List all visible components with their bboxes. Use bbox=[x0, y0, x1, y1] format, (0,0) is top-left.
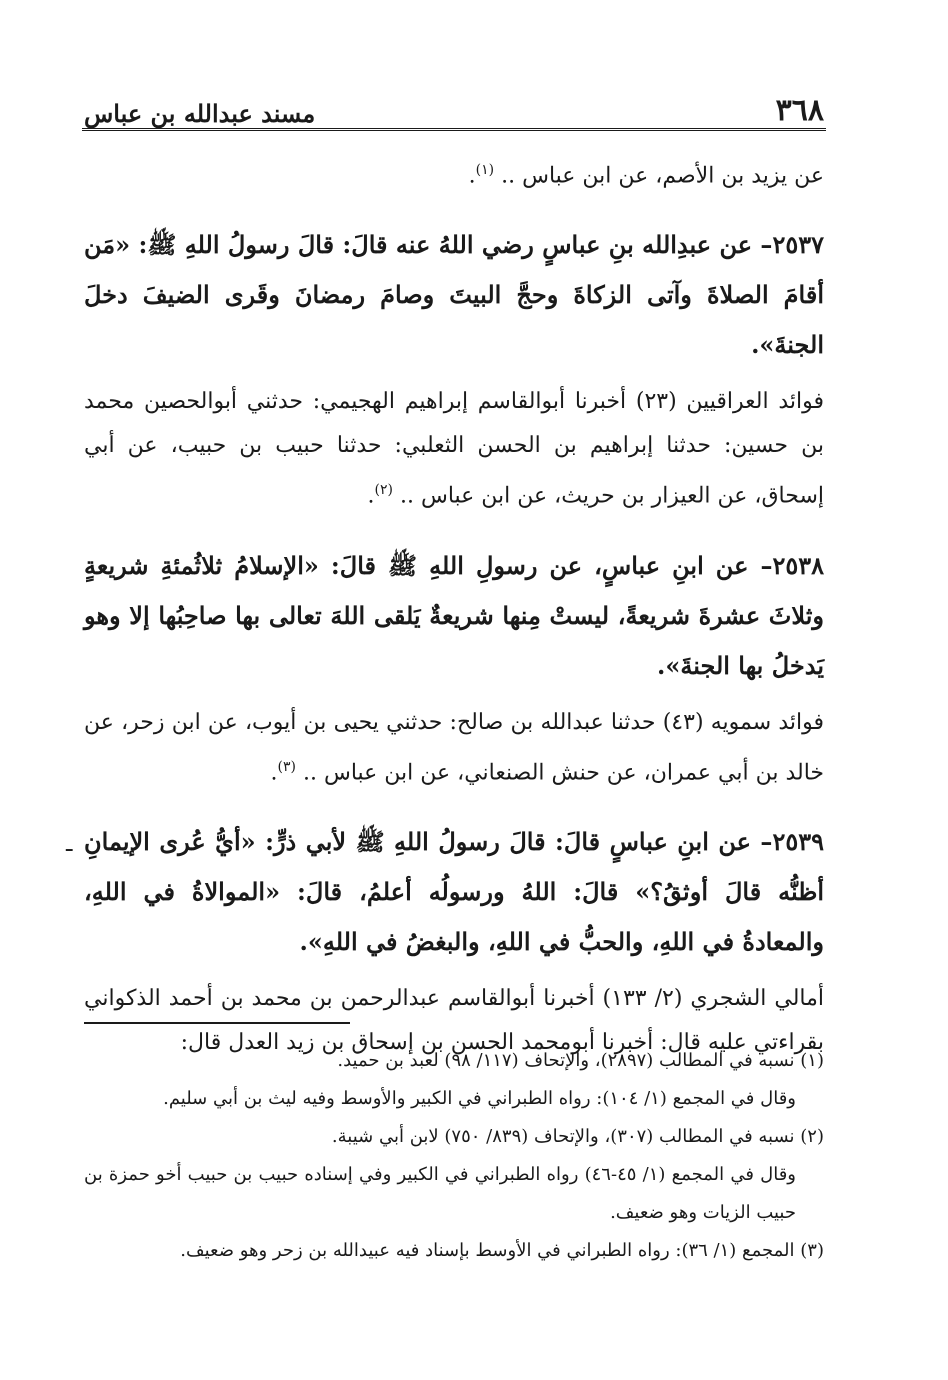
page-header bbox=[84, 86, 824, 126]
source-2538: فوائد سمويه (٤٣) حدثنا عبدالله بن صالح: حدثني يحيى بن أيوب، عن ابن زحر، عن خالد بن أبي عمران، عن حنش الصنعاني، عن ابن عباس .. $^{(٣)}$. bbox=[84, 709, 825, 785]
footnote-2: (٢) نسبه في المطالب (٣٠٧)، والإتحاف (٨٣٩/ ٧٥٠) لابن أبي شيبة. bbox=[331, 1126, 824, 1147]
header-rule bbox=[82, 128, 826, 131]
source-2537-text: فوائد العراقيين (٢٣) أخبرنا أبوالقاسم إبراهيم الهجيمي: حدثني أبوالحصين محمد بن حسين: حدثنا إبراهيم بن الحسن الثعلبي: حدثنا حبيب بن حبيب، عن أبي إسحاق، عن العيزار بن حريث، عن ابن عباس .. bbox=[84, 389, 824, 509]
footnote-3: (٣) المجمع (١/ ٣٦): رواه الطبراني في الأوسط بإسناد فيه عبيدالله بن زحر وهو ضعيف. bbox=[180, 1240, 824, 1261]
hadith-2537: ٢٥٣٧– عن عبدِالله بنِ عباسٍ رضي اللهُ عنه قالَ: قالَ رسولُ اللهِ ﷺ: «مَن أقامَ الصلاةَ وآتى الزكاةَ وحجَّ البيتَ وصامَ رمضانَ وقَرى الضيفَ دخلَ الجنةَ». bbox=[84, 230, 824, 360]
footnote-ref-1: (١) bbox=[475, 162, 495, 178]
footnotes bbox=[84, 1042, 824, 1270]
intro-line: عن يزيد بن الأصم، عن ابن عباس .. $^{(١)}$. bbox=[468, 162, 824, 189]
source-2537: فوائد العراقيين (٢٣) أخبرنا أبوالقاسم إبراهيم الهجيمي: حدثني أبوالحصين محمد بن حسين: حدثنا إبراهيم بن الحسن الثعلبي: حدثنا حبيب بن حبيب، عن أبي إسحاق، عن العيزار بن حريث، عن ابن عباس .. $^{(٢)}$. bbox=[84, 389, 824, 509]
footnote-ref-2: (٢) bbox=[374, 482, 394, 499]
footnote-rule bbox=[84, 1022, 350, 1024]
intro-text: عن يزيد بن الأصم، عن ابن عباس .. bbox=[494, 163, 824, 189]
source-2538-text: فوائد سمويه (٤٣) حدثنا عبدالله بن صالح: حدثني يحيى بن أيوب، عن ابن زحر، عن خالد بن أبي عمران، عن حنش الصنعاني، عن ابن عباس .. bbox=[84, 709, 825, 785]
main-text bbox=[84, 148, 824, 1065]
hadith-2538: ٢٥٣٨– عن ابنِ عباسٍ، عن رسولِ اللهِ ﷺ قالَ: «الإسلامُ ثلاثُمئةِ شريعةٍ وثلاثَ عشرةَ شريعةً، ليستْ مِنها شريعةٌ يَلقى اللهَ تعالى بها صاحِبُها إلا وهو يَدخلُ بها الجنةَ». bbox=[84, 550, 824, 680]
page-number: ٣٦٨ bbox=[775, 93, 824, 128]
source-2539: أمالي الشجري (٢/ ١٣٣) أخبرنا أبوالقاسم عبدالرحمن بن محمد بن أحمد الذكواني بقراءتي عليه قال: أخبرنا أبومحمد الحسن بن إسحاق بن زيد العدل قال: bbox=[84, 985, 825, 1055]
hadith-2539: ٢٥٣٩– عن ابنِ عباسٍ قالَ: قالَ رسولُ اللهِ ﷺ لأبي ذرٍّ: «أيُّ عُرى الإيمانِ أظنُّه قالَ أوثقُ؟» قالَ: اللهُ ورسولُه أعلمُ، قالَ: «الموالاةُ في اللهِ، والمعادةُ في اللهِ، والحبُّ في اللهِ، والبغضُ في اللهِ». bbox=[84, 826, 824, 956]
running-title: مسند عبدالله بن عباس bbox=[84, 99, 316, 128]
footnote-ref-3: (٣) bbox=[277, 758, 296, 775]
footnote-2-cont: وقال في المجمع (١/ ٤٥-٤٦) رواه الطبراني في الكبير وفي إسناده حبيب بن حبيب أخو حمزة بن حبيب الزيات وهو ضعيف. bbox=[84, 1164, 796, 1223]
footnote-1: (١) نسبه في المطالب (٢٨٩٧)، والإتحاف (١١٧/ ٩٨) لعبد بن حميد. bbox=[337, 1050, 824, 1071]
footnote-1-cont: وقال في المجمع (١/ ١٠٤): رواه الطبراني في الكبير والأوسط وفيه ليث بن أبي سليم. bbox=[163, 1088, 796, 1109]
margin-mark: ـ bbox=[66, 832, 73, 857]
